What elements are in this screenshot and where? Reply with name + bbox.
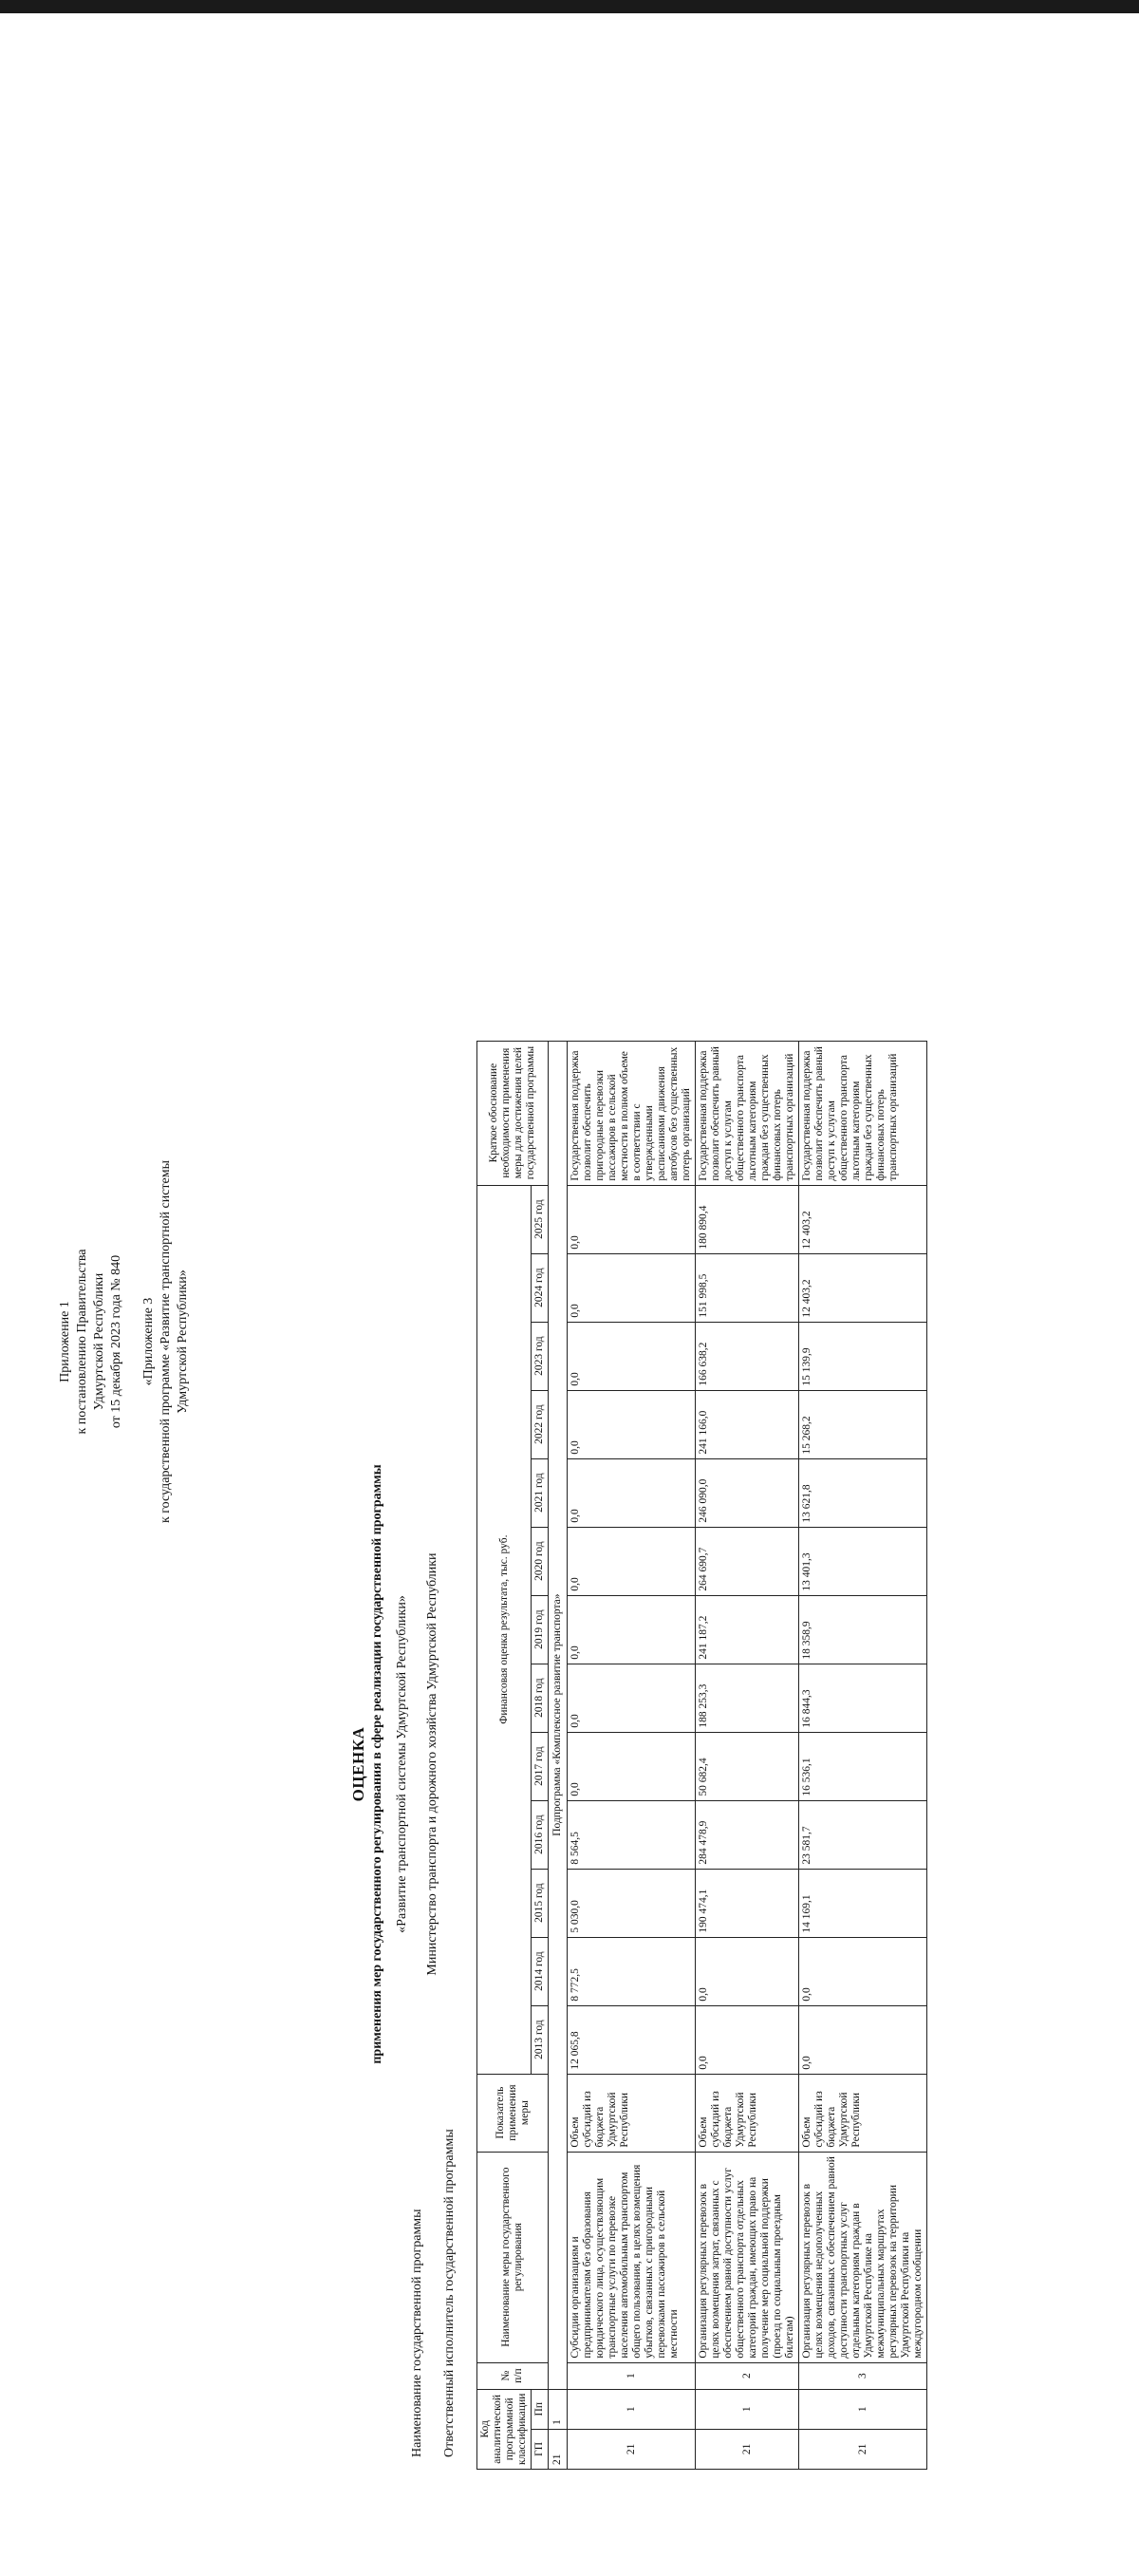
value-cell: 0,0 bbox=[568, 1527, 696, 1595]
year-header: 2020 год bbox=[532, 1527, 549, 1595]
value-cell: 0,0 bbox=[696, 1937, 799, 2005]
value-cell: 0,0 bbox=[568, 1322, 696, 1390]
num-cell: 2 bbox=[696, 2362, 799, 2389]
year-header: 2019 год bbox=[532, 1595, 549, 1664]
num-cell: 3 bbox=[799, 2362, 927, 2389]
year-header: 2022 год bbox=[532, 1390, 549, 1458]
value-cell: 5 030,0 bbox=[568, 1869, 696, 1937]
reason-cell: Государственная поддержка позволит обеспечить равный доступ к услугам общественного транспорта льготным категориям граждан без существенных финансовых потерь транспортных организаций bbox=[799, 1041, 927, 1185]
gp-cell: 21 bbox=[568, 2429, 696, 2469]
value-cell: 0,0 bbox=[799, 2005, 927, 2074]
subprogram-row bbox=[549, 1041, 568, 2469]
appendix-line: Удмуртской Республики bbox=[92, 1272, 106, 1410]
reason-cell: Государственная поддержка позволит обеспечить пригородные перевозки пассажиров в сельской местности в полном объеме в соответствии с утвержденными расписаниями движения автобусов без существенных потерь организаций bbox=[568, 1041, 696, 1185]
executor-name: Министерство транспорта и дорожного хозяйства Удмуртской Республики bbox=[425, 1551, 439, 1976]
year-header: 2016 год bbox=[532, 1800, 549, 1869]
value-cell: 0,0 bbox=[568, 1253, 696, 1322]
value-cell: 23 581,7 bbox=[799, 1800, 927, 1869]
value-cell: 15 139,9 bbox=[799, 1322, 927, 1390]
measure-header: Наименование меры государственного регулирования bbox=[477, 2152, 549, 2362]
gp-cell: 21 bbox=[549, 2429, 568, 2469]
appendix-header bbox=[57, 1095, 192, 1589]
measure-cell: Субсидии организациям и предпринимателям без образования юридического лица, осуществляющим транспортные услуги по перевозке населения автомобильным транспортом общего пользования, в целях возмещения убытков, связанных с пригородными перевозками пассажиров в сельской местности bbox=[568, 2152, 696, 2362]
value-cell: 0,0 bbox=[799, 1937, 927, 2005]
year-header: 2024 год bbox=[532, 1253, 549, 1322]
value-cell: 0,0 bbox=[696, 2005, 799, 2074]
finance-header: Финансовая оценка результата, тыс. руб. bbox=[477, 1185, 532, 2074]
value-cell: 246 090,0 bbox=[696, 1458, 799, 1527]
value-cell: 0,0 bbox=[568, 1390, 696, 1458]
measures-table bbox=[476, 1040, 927, 2469]
gp-header: ГП bbox=[532, 2429, 549, 2469]
indicator-cell: Объем субсидий из бюджета Удмуртской Республики bbox=[799, 2074, 927, 2152]
gp-cell: 21 bbox=[696, 2429, 799, 2469]
value-cell: 8 772,5 bbox=[568, 1937, 696, 2005]
year-header: 2025 год bbox=[532, 1185, 549, 1253]
pp-cell: 1 bbox=[696, 2389, 799, 2429]
value-cell: 0,0 bbox=[568, 1595, 696, 1664]
subprogram-title: Подпрограмма «Комплексное развитие транспорта» bbox=[549, 1041, 568, 2389]
measure-cell: Организация регулярных перевозок в целях возмещения недополученных доходов, связанных с обеспечением равной доступности транспортных услуг отдельным категориям граждан в Удмуртской Республике на межмуниципальных маршрутах регулярных перевозок на территории Удмуртской Республики на междугородном сообщении bbox=[799, 2152, 927, 2362]
value-cell: 13 401,3 bbox=[799, 1527, 927, 1595]
value-cell: 188 253,3 bbox=[696, 1664, 799, 1732]
value-cell: 14 169,1 bbox=[799, 1869, 927, 1937]
year-header: 2014 год bbox=[532, 1937, 549, 2005]
rotated-page-content bbox=[0, 952, 1139, 2576]
pp-cell: 1 bbox=[549, 2389, 568, 2429]
num-cell: 1 bbox=[568, 2362, 696, 2389]
value-cell: 12 065,8 bbox=[568, 2005, 696, 2074]
program-name-label: Наименование государственной программы bbox=[410, 2208, 424, 2457]
appendix-line: от 15 декабря 2023 года № 840 bbox=[109, 1254, 123, 1428]
year-header: 2023 год bbox=[532, 1322, 549, 1390]
year-header: 2015 год bbox=[532, 1869, 549, 1937]
value-cell: 0,0 bbox=[568, 1732, 696, 1800]
value-cell: 284 478,9 bbox=[696, 1800, 799, 1869]
appendix-line: Приложение 1 bbox=[58, 1300, 72, 1382]
year-header: 2021 год bbox=[532, 1458, 549, 1527]
document-title: ОЦЕНКА bbox=[349, 1726, 367, 1801]
year-header: 2018 год bbox=[532, 1664, 549, 1732]
table-row bbox=[696, 1041, 799, 2469]
table-row bbox=[799, 1041, 927, 2469]
value-cell: 50 682,4 bbox=[696, 1732, 799, 1800]
table-row bbox=[568, 1041, 696, 2469]
pp-cell: 1 bbox=[799, 2389, 927, 2429]
value-cell: 190 474,1 bbox=[696, 1869, 799, 1937]
reason-cell: Государственная поддержка позволит обеспечить равный доступ к услугам общественного транспорта льготным категориям граждан без существенных финансовых потерь транспортных организаций bbox=[696, 1041, 799, 1185]
value-cell: 166 638,2 bbox=[696, 1322, 799, 1390]
reason-header: Краткое обоснование необходимости применения меры для достижения целей государственной программы bbox=[477, 1041, 549, 1185]
measure-cell: Организация регулярных перевозок в целях возмещения затрат, связанных с обеспечением равной доступности услуг общественного транспорта отдельных категорий граждан, имеющих право на получение мер социальной поддержки (проезд по социальным проездным билетам) bbox=[696, 2152, 799, 2362]
reference-line: к государственной программе «Развитие транспортной системы bbox=[159, 1159, 173, 1523]
value-cell: 264 690,7 bbox=[696, 1527, 799, 1595]
value-cell: 0,0 bbox=[568, 1185, 696, 1253]
value-cell: 180 890,4 bbox=[696, 1185, 799, 1253]
reference-line: Удмуртской Республики» bbox=[176, 1269, 190, 1414]
program-name: «Развитие транспортной системы Удмуртской Республики» bbox=[395, 1594, 409, 1933]
indicator-cell: Объем субсидий из бюджета Удмуртской Республики bbox=[568, 2074, 696, 2152]
indicator-cell: Объем субсидий из бюджета Удмуртской Республики bbox=[696, 2074, 799, 2152]
value-cell: 12 403,2 bbox=[799, 1253, 927, 1322]
value-cell: 8 564,5 bbox=[568, 1800, 696, 1869]
value-cell: 15 268,2 bbox=[799, 1390, 927, 1458]
reference-line: «Приложение 3 bbox=[141, 1297, 156, 1385]
year-header: 2017 год bbox=[532, 1732, 549, 1800]
document-subtitle: применения мер государственного регулирования в сфере реализации государственной программы bbox=[370, 1463, 384, 2064]
value-cell: 16 844,3 bbox=[799, 1664, 927, 1732]
indicator-header: Показатель применения меры bbox=[477, 2074, 549, 2152]
value-cell: 12 403,2 bbox=[799, 1185, 927, 1253]
pp-header: Пп bbox=[532, 2389, 549, 2429]
value-cell: 16 536,1 bbox=[799, 1732, 927, 1800]
gp-cell: 21 bbox=[799, 2429, 927, 2469]
code-header: Код аналитической программной классификации bbox=[477, 2389, 532, 2469]
value-cell: 13 621,8 bbox=[799, 1458, 927, 1527]
value-cell: 18 358,9 bbox=[799, 1595, 927, 1664]
appendix-line: к постановлению Правительства bbox=[75, 1248, 89, 1435]
executor-label: Ответственный исполнитель государственной программы bbox=[442, 2128, 457, 2457]
value-cell: 0,0 bbox=[568, 1458, 696, 1527]
num-header: № п/п bbox=[477, 2362, 549, 2389]
year-header: 2013 год bbox=[532, 2005, 549, 2074]
pp-cell: 1 bbox=[568, 2389, 696, 2429]
value-cell: 241 166,0 bbox=[696, 1390, 799, 1458]
value-cell: 151 998,5 bbox=[696, 1253, 799, 1322]
value-cell: 241 187,2 bbox=[696, 1595, 799, 1664]
value-cell: 0,0 bbox=[568, 1664, 696, 1732]
